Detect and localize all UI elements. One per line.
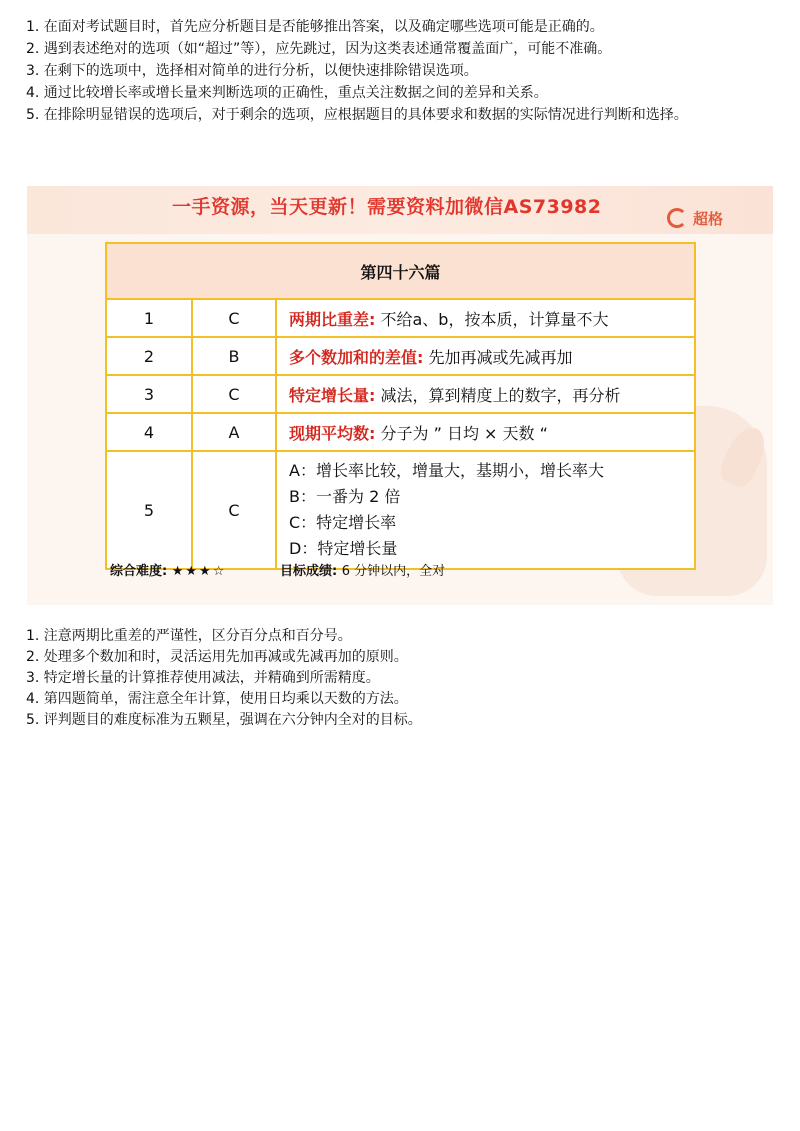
- intro-item-3: 3. 在剩下的选项中，选择相对简单的进行分析，以便快速排除错误选项。: [26, 63, 478, 79]
- answer-letter: C: [192, 375, 276, 413]
- intro-item-2: 2. 遇到表述绝对的选项（如“超过”等），应先跳过，因为这类表述通常覆盖面广，可能不准确。: [26, 41, 612, 57]
- brand-icon: [667, 208, 687, 228]
- summary-item-2: 2. 处理多个数加和时，灵活运用先加再减或先减再加的原则。: [26, 649, 408, 665]
- summary-item-5: 5. 评判题目的难度标准为五颗星，强调在六分钟内全对的目标。: [26, 712, 422, 728]
- analysis-note: [276, 337, 695, 375]
- analysis-note: [276, 413, 695, 451]
- question-number: 2: [106, 337, 192, 375]
- table-row: [106, 375, 695, 413]
- answer-letter: B: [192, 337, 276, 375]
- option-analysis: C：特定增长率: [289, 513, 397, 532]
- summary-list: [26, 626, 776, 731]
- table-row: [106, 413, 695, 451]
- analysis-text: 分子为 ” 日均 × 天数 “: [380, 423, 548, 443]
- target-score: [280, 560, 445, 579]
- question-number: 3: [106, 375, 192, 413]
- question-number: 5: [106, 451, 192, 569]
- option-analysis: D：特定增长量: [289, 539, 398, 558]
- analysis-text: 减法，算到精度上的数字，再分析: [380, 385, 621, 405]
- answer-letter: A: [192, 413, 276, 451]
- analysis-note: [276, 375, 695, 413]
- question-number: 1: [106, 299, 192, 337]
- option-analysis: B：一番为 2 倍: [289, 487, 401, 506]
- star-rating-icon: ★★★☆: [171, 564, 227, 579]
- intro-item-5: 5. 在排除明显错误的选项后，对于剩余的选项，应根据题目的具体要求和数据的实际情况进行判断和选择。: [26, 107, 688, 123]
- analysis-text: 不给a、b，按本质，计算量不大: [380, 309, 609, 329]
- table-row: [106, 299, 695, 337]
- target-value: 6 分钟以内，全对: [341, 564, 446, 579]
- intro-item-1: 1. 在面对考试题目时，首先应分析题目是否能够推出答案，以及确定哪些选项可能是正确的。: [26, 19, 604, 35]
- banner-text: 一手资源，当天更新！需要资料加微信AS73982: [172, 196, 602, 218]
- brand-logo: [667, 208, 723, 229]
- analysis-keyword: 特定增长量:: [289, 385, 376, 405]
- summary-item-3: 3. 特定增长量的计算推荐使用减法，并精确到所需精度。: [26, 670, 380, 686]
- difficulty-label: 综合难度:: [110, 564, 168, 579]
- analysis-keyword: 两期比重差:: [289, 309, 376, 329]
- target-label: 目标成绩:: [280, 564, 338, 579]
- analysis-keyword: 多个数加和的差值:: [289, 347, 424, 367]
- brand-name: 超格: [692, 210, 723, 228]
- analysis-note-multi: [276, 451, 695, 569]
- intro-list: [26, 16, 776, 126]
- answer-letter: C: [192, 299, 276, 337]
- difficulty-rating: [110, 560, 226, 579]
- analysis-text: 先加再减或先减再加: [428, 347, 573, 367]
- option-analysis: A：增长率比较，增量大，基期小，增长率大: [289, 461, 604, 480]
- intro-item-4: 4. 通过比较增长率或增长量来判断选项的正确性，重点关注数据之间的差异和关系。: [26, 85, 548, 101]
- answer-card-image: [27, 186, 773, 605]
- summary-item-1: 1. 注意两期比重差的严谨性，区分百分点和百分号。: [26, 628, 352, 644]
- summary-item-4: 4. 第四题简单，需注意全年计算，使用日均乘以天数的方法。: [26, 691, 408, 707]
- analysis-keyword: 现期平均数:: [289, 423, 376, 443]
- table-title: 第四十六篇: [106, 243, 695, 299]
- answer-letter: C: [192, 451, 276, 569]
- analysis-note: [276, 299, 695, 337]
- question-number: 4: [106, 413, 192, 451]
- banner: [27, 186, 773, 234]
- answer-table: [105, 242, 696, 570]
- table-row: [106, 337, 695, 375]
- table-row: [106, 451, 695, 569]
